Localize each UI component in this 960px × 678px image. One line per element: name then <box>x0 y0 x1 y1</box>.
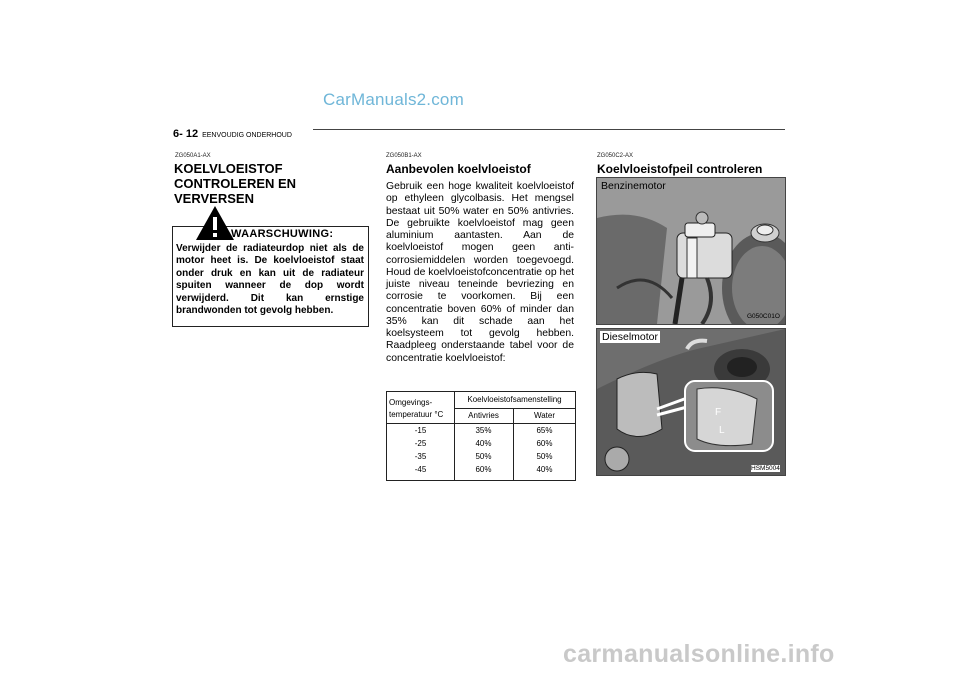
engine-photo-diesel <box>596 328 786 476</box>
header-divider <box>313 129 785 130</box>
table-cell: 60% <box>536 439 553 448</box>
diesel-engine-illustration <box>597 329 785 475</box>
warning-icon <box>195 205 235 241</box>
table-cell: 65% <box>536 426 553 435</box>
page-number: 6- 12 <box>173 128 199 140</box>
body-text: Gebruik een hoge kwaliteit koelvloeistof op ethyleen glycolbasis. Het mengsel bestaat uit 50% water en 50% antivries. De gebruikte koelvloeistof mag geen aluminium aantasten. Aan de koelvloeistof mogen geen anti-corrosiemiddelen worden toegevoegd. Houd de koelvloeistofconcentratie op het juiste niveau teneinde bevriezing en corrosie te voorkomen. Bij een concentratie boven 60% of minder dan 35% kan dit schade aan het koelsysteem tot gevolg hebben. Raadpleeg onderstaande tabel voor de concentratie koelvloeistof: <box>386 181 574 364</box>
table-cell: 40% <box>536 465 553 474</box>
photo-code: HSM5004 <box>751 465 780 472</box>
fill-mark-low: L <box>719 425 725 436</box>
section-code: ZG050A1-AX <box>175 153 211 159</box>
warning-text: Verwijder de radiateurdop niet als de motor heet is. De koelvloeistof staat onder druk en kan uit de radiateur spuiten wanneer de dop wordt verwijderd. Dit kan ernstige brandwonden tot gevolg hebben. <box>176 243 364 317</box>
photo-code: G050C01O <box>747 313 780 320</box>
section-title: EENVOUDIG ONDERHOUD <box>202 132 292 139</box>
page-header <box>173 124 292 142</box>
table-cell: -45 <box>414 465 427 474</box>
engine-bay-illustration <box>597 178 785 324</box>
section-heading: KOELVLOEISTOF CONTROLEREN EN VERVERSEN <box>174 161 297 206</box>
table-cell: 60% <box>475 465 492 474</box>
table-cell: -35 <box>414 452 427 461</box>
photo-label-diesel: Dieselmotor <box>602 331 659 343</box>
coolant-table <box>386 391 576 481</box>
table-cell: 50% <box>536 452 553 461</box>
watermark-carmanuals2[interactable]: CarManuals2.com <box>323 90 464 109</box>
section-heading: Aanbevolen koelvloeistof <box>386 162 531 176</box>
table-header-antivries: Antivries <box>468 411 499 420</box>
table-header-water: Water <box>533 411 556 420</box>
table-cell: 50% <box>475 452 492 461</box>
table-cell: -15 <box>414 426 427 435</box>
section-code: ZG050B1-AX <box>386 153 422 159</box>
table-cell: 35% <box>475 426 492 435</box>
watermark-carmanualsonline: carmanualsonline.info <box>563 640 835 668</box>
section-code: ZG050C2-AX <box>597 153 634 159</box>
warning-title: WAARSCHUWING: <box>231 228 334 240</box>
engine-photo-benzine <box>596 177 786 325</box>
photo-label-benzine: Benzinemotor <box>601 180 666 192</box>
table-header-temperature: Omgevings- temperatuur °C <box>389 398 444 419</box>
table-cell: 40% <box>475 439 492 448</box>
table-group-header: Koelvloeistofsamenstelling <box>467 395 562 404</box>
section-heading: Koelvloeistofpeil controleren <box>597 162 763 176</box>
table-cell: -25 <box>414 439 427 448</box>
fill-mark-full: F <box>715 407 722 418</box>
